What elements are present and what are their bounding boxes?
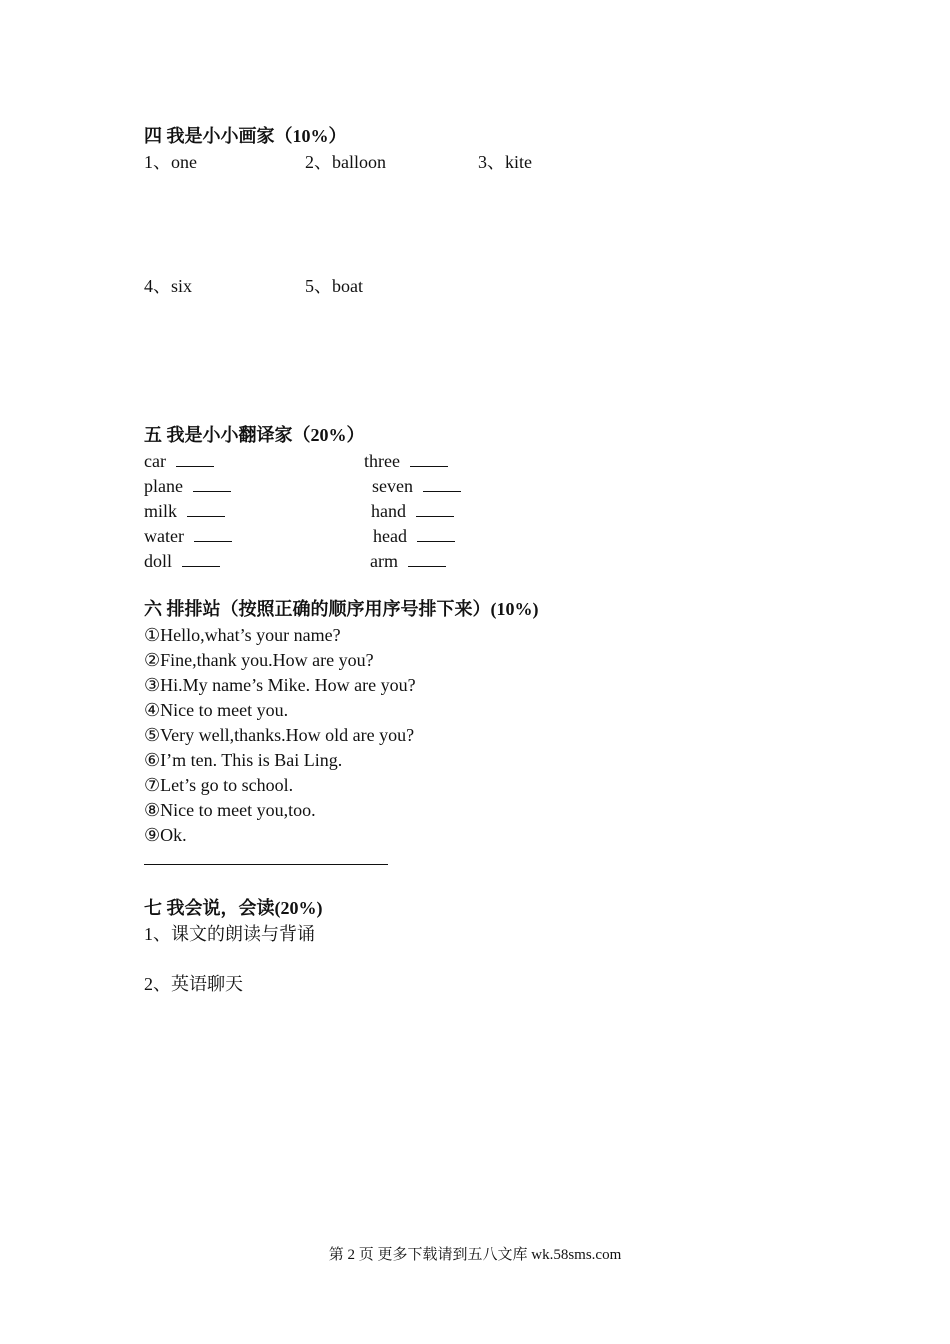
answer-line — [144, 864, 388, 865]
drawing-item-2: 2、balloon — [305, 152, 386, 172]
answer-blank — [176, 452, 214, 467]
page-footer: 第 2 页 更多下载请到五八文库 wk.58sms.com — [328, 1247, 622, 1263]
answer-blank — [182, 552, 220, 567]
answer-blank — [417, 527, 455, 542]
answer-blank — [410, 452, 448, 467]
answer-blank — [416, 502, 454, 517]
translate-word-doll: doll — [144, 549, 220, 573]
sentence-item: ⑤Very well,thanks.How old are you? — [144, 725, 415, 745]
sentence-item: ⑦Let’s go to school. — [144, 775, 294, 795]
drawing-item-3: 3、kite — [478, 152, 532, 172]
section-4-heading: 四 我是小小画家（10%） — [144, 126, 347, 146]
translate-word-hand: hand — [371, 499, 454, 523]
answer-blank — [408, 552, 446, 567]
translate-word-arm: arm — [370, 549, 446, 573]
sentence-item: ③Hi.My name’s Mike. How are you? — [144, 675, 416, 695]
translate-word-car: car — [144, 449, 214, 473]
translate-word-seven: seven — [372, 474, 461, 498]
translate-word-three: three — [364, 449, 448, 473]
sentence-item: ④Nice to meet you. — [144, 700, 289, 720]
sentence-item: ②Fine,thank you.How are you? — [144, 650, 374, 670]
section-7-heading: 七 我会说，会读(20%) — [144, 898, 323, 918]
translate-word-milk: milk — [144, 499, 225, 523]
speaking-item-1: 1、课文的朗读与背诵 — [144, 924, 315, 944]
drawing-item-1: 1、one — [144, 152, 197, 172]
sentence-item: ⑥I’m ten. This is Bai Ling. — [144, 750, 343, 770]
drawing-item-5: 5、boat — [305, 276, 363, 296]
drawing-item-4: 4、six — [144, 276, 193, 296]
speaking-item-2: 2、英语聊天 — [144, 974, 243, 994]
sentence-item: ⑧Nice to meet you,too. — [144, 800, 316, 820]
answer-blank — [187, 502, 225, 517]
sentence-item: ①Hello,what’s your name? — [144, 625, 341, 645]
section-5-heading: 五 我是小小翻译家（20%） — [144, 425, 365, 445]
sentence-item: ⑨Ok. — [144, 825, 187, 845]
answer-blank — [194, 527, 232, 542]
answer-blank — [423, 477, 461, 492]
translate-word-head: head — [373, 524, 455, 548]
translate-word-water: water — [144, 524, 232, 548]
translate-word-plane: plane — [144, 474, 231, 498]
answer-blank — [193, 477, 231, 492]
section-6-heading: 六 排排站（按照正确的顺序用序号排下来）(10%) — [144, 599, 539, 619]
